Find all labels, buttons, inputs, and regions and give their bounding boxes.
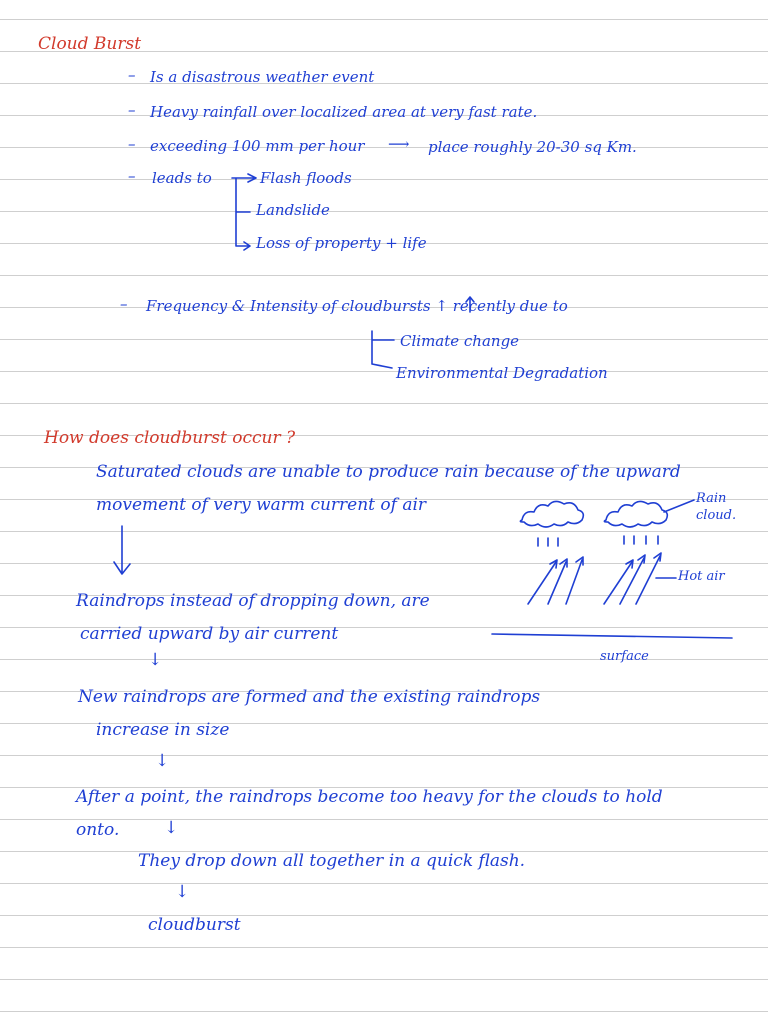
step-4-line-1: After a point, the raindrops become too heavy for the clouds to hold [76,787,663,807]
arrow-down: ↓ [164,818,179,838]
rain-cloud-label: Rain [696,491,727,506]
page-title: Cloud Burst [38,34,142,54]
hot-air-arrow [528,560,557,604]
hot-air-label: Hot air [678,569,725,584]
bullet-dash: – [128,135,136,153]
point-3-area: place roughly 20-30 sq Km. [428,138,637,156]
section-heading: How does cloudburst occur ? [44,428,296,448]
up-arrow [466,297,474,312]
hot-air-arrow [604,560,633,604]
arrow-down: ↓ [155,751,170,771]
step-1-line-1: Saturated clouds are unable to produce rain because of the upward [96,462,681,482]
causes-bracket [372,331,394,368]
step-5: They drop down all together in a quick flash. [138,851,526,871]
down-arrow [114,526,130,574]
bullet-dash: – [128,66,136,84]
point-4: leads to [152,169,212,187]
arrow-down: ↓ [148,650,163,670]
bullet-dash: – [128,167,136,185]
leads-to-bracket [232,174,256,250]
leads-to-item: Landslide [256,201,330,219]
step-3-line-2: increase in size [96,720,230,740]
point-3: exceeding 100 mm per hour [150,137,365,155]
point-1: Is a disastrous weather event [150,68,375,86]
point-2: Heavy rainfall over localized area at very fast rate. [150,103,538,121]
pointer-line [664,500,694,512]
bullet-dash: – [120,295,128,313]
cause-item: Environmental Degradation [396,364,608,382]
step-2-line-2: carried upward by air current [80,624,339,644]
hot-air-arrow [548,559,567,604]
arrow-down: ↓ [175,882,190,902]
step-1-line-2: movement of very warm current of air [96,495,427,515]
result: cloudburst [148,915,241,935]
hot-air-arrow [566,557,583,604]
surface-label: surface [600,649,649,664]
rain-cloud [604,501,667,527]
surface-line [492,634,732,638]
leads-to-item: Loss of property + life [256,234,427,252]
arrow-right: ⟶ [388,135,410,153]
rain-cloud-label: cloud. [696,508,737,523]
bullet-dash: – [128,101,136,119]
rain-cloud [520,501,583,527]
step-3-line-1: New raindrops are formed and the existing raindrops [78,687,541,707]
cause-item: Climate change [400,332,520,350]
frequency-point: Frequency & Intensity of cloudbursts ↑ recently due to [146,297,568,315]
rain-ticks [538,536,658,546]
step-2-line-1: Raindrops instead of dropping down, are [76,591,430,611]
step-4-line-2: onto. [76,820,120,840]
leads-to-item: Flash floods [260,169,352,187]
